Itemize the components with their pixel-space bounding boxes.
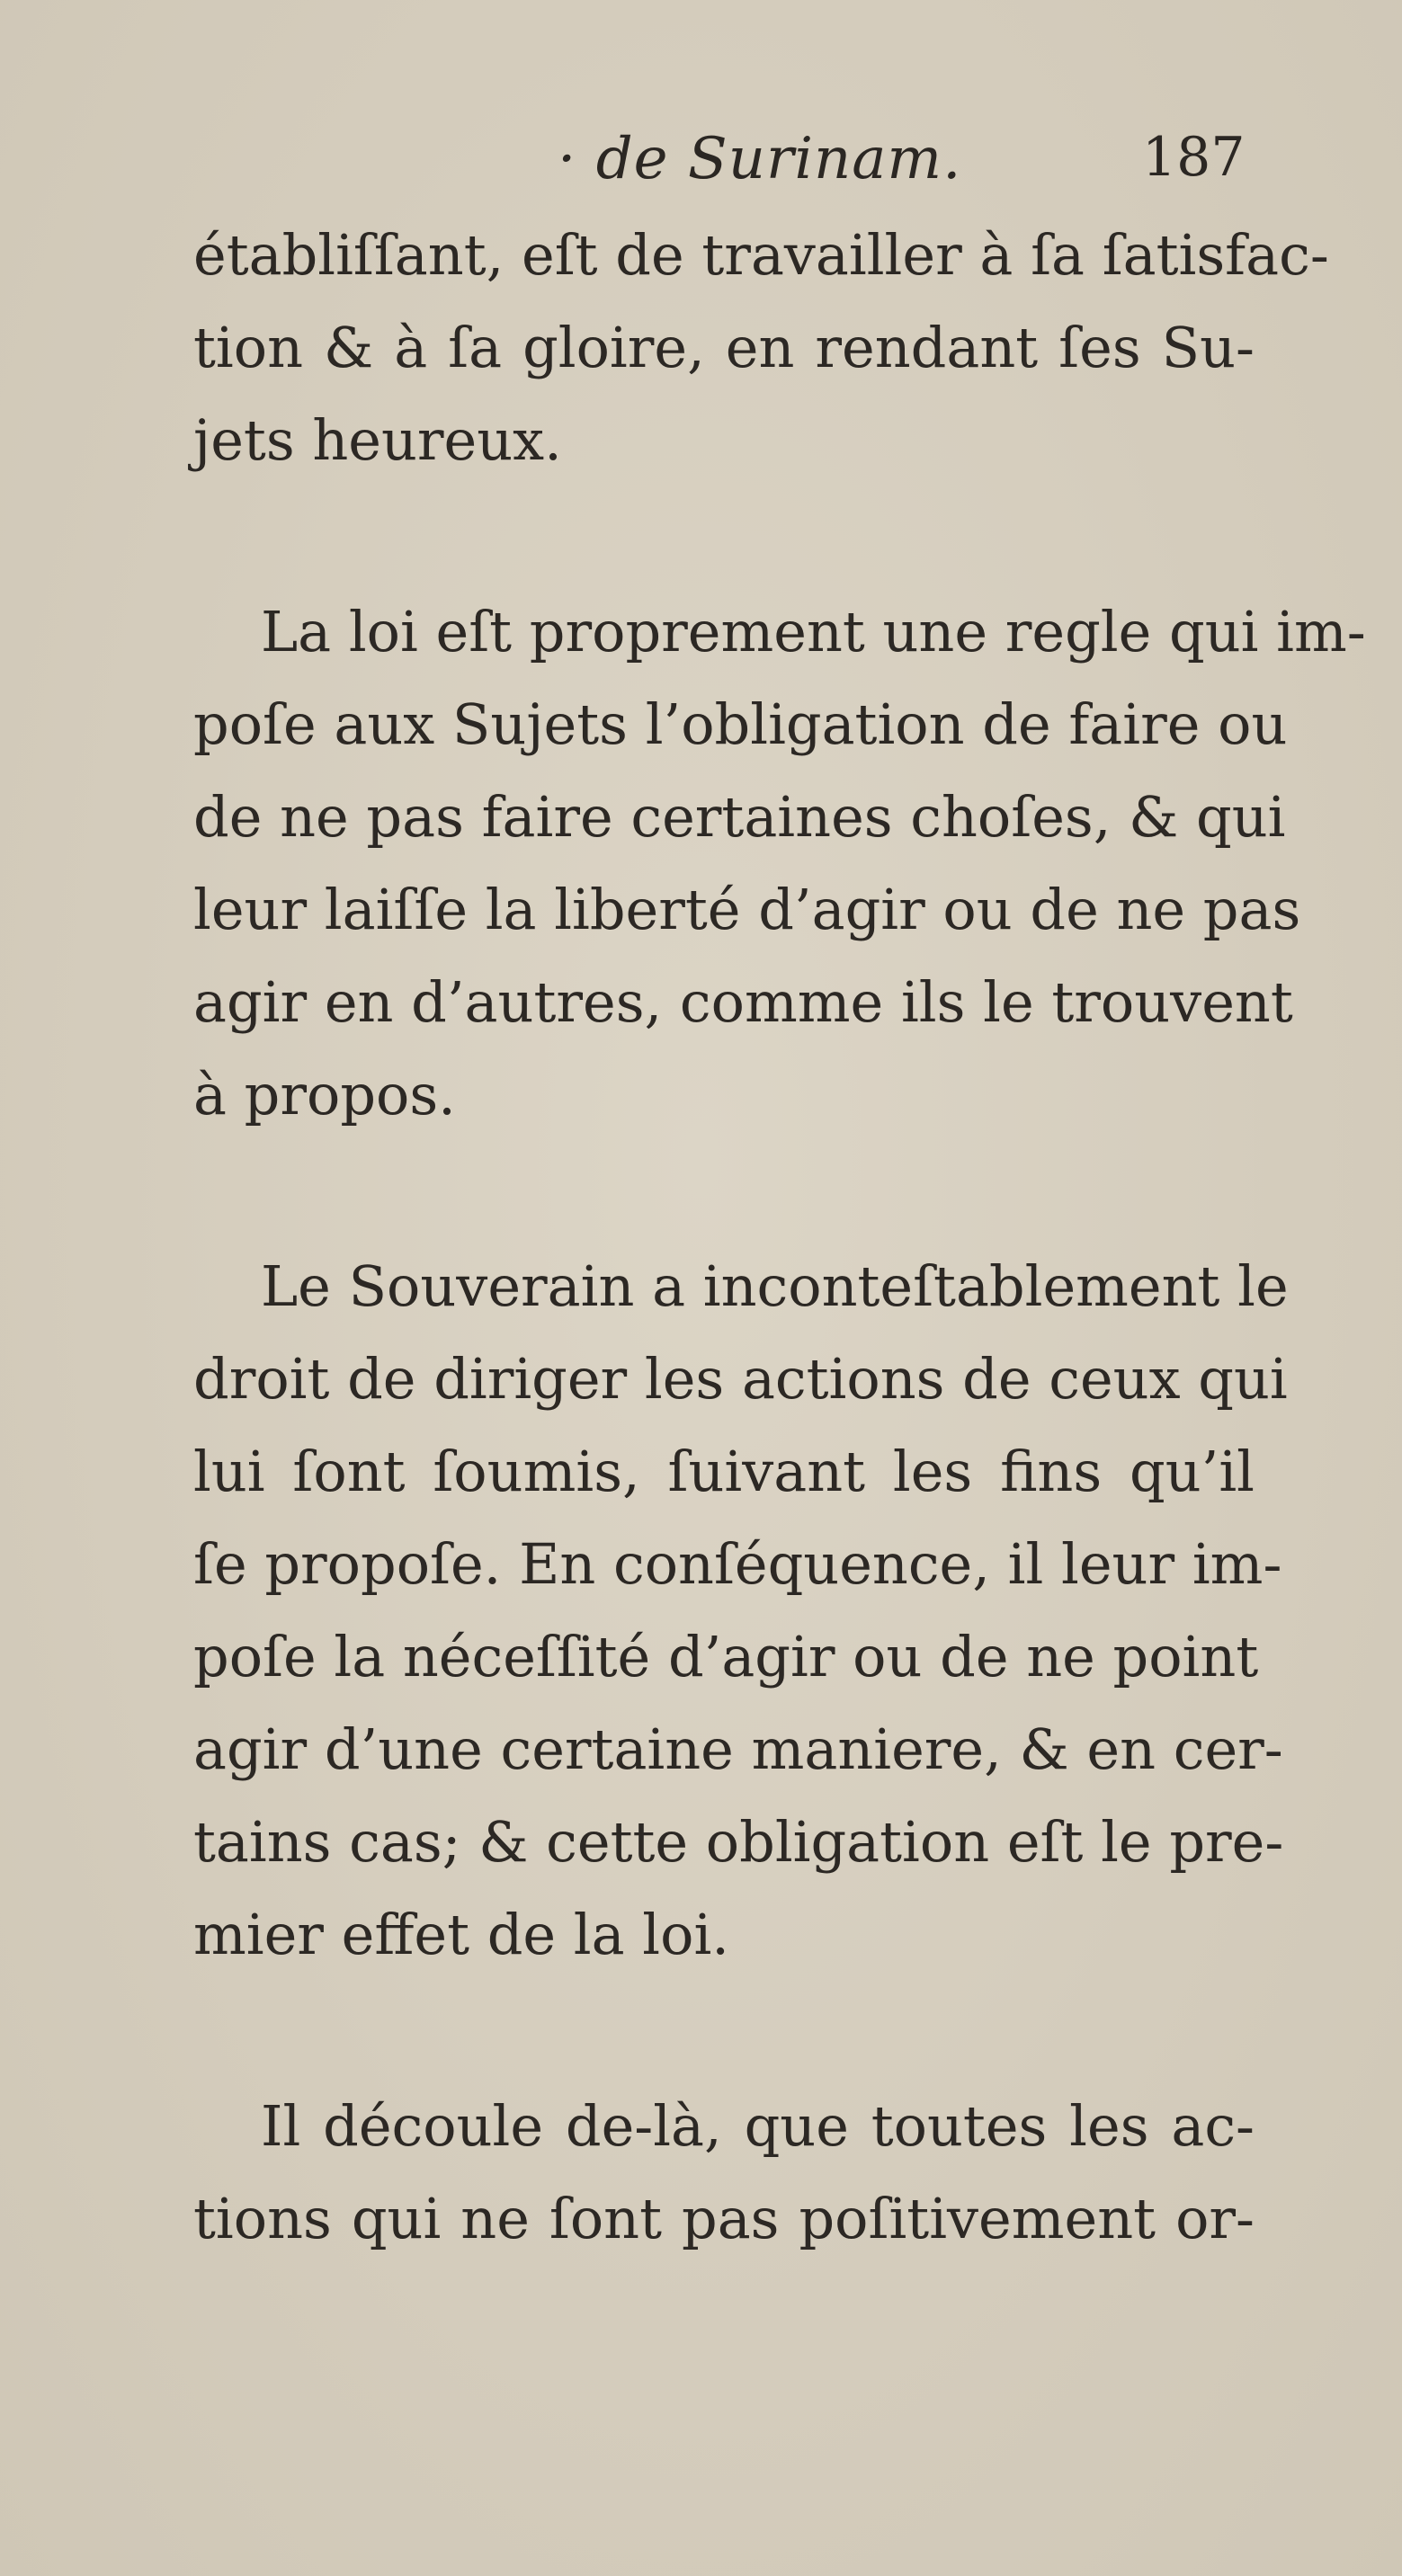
text-line: agir en d’autres, comme ils le trouvent bbox=[193, 969, 1293, 1035]
text-line: lui ſont ſoumis, ſuivant les fins qu’il bbox=[193, 1439, 1255, 1504]
text-line: ſe propoſe. En conſéquence, il leur im- bbox=[193, 1531, 1282, 1597]
page-number: 187 bbox=[1142, 126, 1246, 189]
paragraph-gap bbox=[193, 1981, 1255, 2080]
paragraph bbox=[193, 2080, 1255, 2265]
text-line: jets heureux. bbox=[193, 407, 562, 473]
text-line: poſe aux Sujets l’obligation de faire ou bbox=[193, 691, 1288, 757]
text-line: tions qui ne ſont pas poſitivement or- bbox=[193, 2186, 1255, 2251]
running-title: · de Surinam. bbox=[558, 126, 962, 192]
paragraph bbox=[193, 1240, 1289, 1981]
paragraph bbox=[193, 585, 1366, 1141]
text-line: agir d’une certaine maniere, & en cer- bbox=[193, 1716, 1283, 1782]
text-line: tains cas; & cette obligation eſt le pre- bbox=[193, 1809, 1284, 1875]
text-line: Le Souverain a inconteſtablement le bbox=[261, 1253, 1289, 1319]
paragraph-gap bbox=[193, 1141, 1255, 1240]
body-text bbox=[193, 209, 1366, 2265]
text-line: tion & à ſa gloire, en rendant ſes Su- bbox=[193, 315, 1255, 380]
paragraph bbox=[193, 209, 1329, 486]
text-line: leur laiſſe la liberté d’agir ou de ne pas bbox=[193, 877, 1301, 942]
text-line: mier effet de la loi. bbox=[193, 1902, 729, 1967]
text-line: à propos. bbox=[193, 1062, 456, 1128]
text-line: établiſſant, eſt de travailler à ſa ſatisfac- bbox=[193, 222, 1329, 288]
page-header bbox=[0, 126, 1402, 198]
paragraph-gap bbox=[193, 486, 1255, 585]
text-line: poſe la néceſſité d’agir ou de ne point bbox=[193, 1624, 1259, 1689]
text-line: droit de diriger les actions de ceux qui bbox=[193, 1346, 1288, 1412]
text-line: La loi eſt proprement une regle qui im- bbox=[261, 599, 1366, 664]
text-line: de ne pas faire certaines choſes, & qui bbox=[193, 784, 1286, 850]
text-line: Il découle de-là, que toutes les ac- bbox=[261, 2093, 1255, 2159]
